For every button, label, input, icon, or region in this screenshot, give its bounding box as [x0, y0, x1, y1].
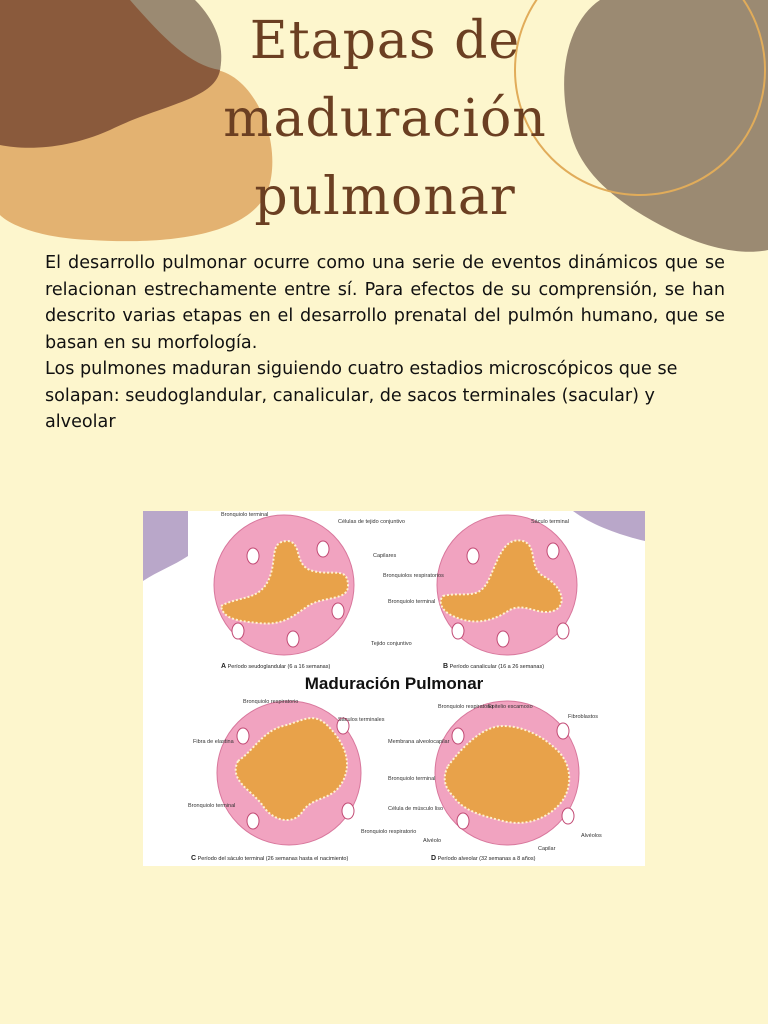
- label-d-membrana-alveolocapilar: Membrana alveolocapilar: [388, 739, 450, 745]
- label-a-bronquiolo-terminal: Bronquiolo terminal: [221, 512, 269, 518]
- caption-a: [221, 663, 330, 670]
- corner-decoration-left: [143, 511, 188, 581]
- caption-d-text: Período alveolar (32 semanas a 8 años): [437, 856, 536, 862]
- caption-b-text: Período canalicular (16 a 26 semanas): [449, 664, 545, 670]
- label-a-capilares: Capilares: [373, 553, 397, 559]
- label-c-bronquiolo-terminal: Bronquiolo terminal: [188, 803, 236, 809]
- caption-a-letter: A: [221, 663, 227, 670]
- label-a-tejido-conjuntivo: Tejido conjuntivo: [371, 641, 412, 647]
- corner-decoration-right: [573, 511, 645, 541]
- paragraph-2: Los pulmones maduran siguiendo cuatro estadios microscópicos que se solapan: seudoglandular, canalicular, de sacos terminales (sacular) y alveolar: [45, 359, 678, 432]
- label-c-saculos-terminales: Sáculos terminales: [338, 717, 385, 723]
- label-d-bronquiolo-terminal: Bronquiolo terminal: [388, 776, 436, 782]
- label-d-fibroblastos: Fibroblastos: [568, 714, 598, 720]
- label-b-saculo-terminal: Sáculo terminal: [531, 519, 569, 525]
- caption-c: [191, 855, 348, 862]
- title-line-2: maduración: [223, 89, 547, 149]
- caption-c-letter: C: [191, 855, 197, 862]
- caption-d-letter: D: [431, 855, 437, 862]
- caption-d: [431, 855, 535, 862]
- label-a-celulas-tejido: Células de tejido conjuntivo: [338, 519, 405, 525]
- label-b-bronquiolos-respiratorios: Bronquiolos respiratorios: [383, 573, 444, 579]
- label-d-epitelio-escamoso: Epitelio escamoso: [488, 704, 533, 710]
- label-c-bronquiolo-respiratorio: Bronquiolo respiratorio: [243, 699, 299, 705]
- panel-d-illustration: [435, 701, 579, 845]
- label-c-bronquiolo-respiratorio-2: Bronquiolo respiratorio: [361, 829, 417, 835]
- panel-b-illustration: [437, 515, 577, 655]
- label-c-fibra-elastina: Fibra de elastina: [193, 739, 234, 745]
- label-d-capilar: Capilar: [538, 846, 556, 852]
- body-text: [45, 250, 725, 436]
- title-line-1: Etapas de: [249, 11, 521, 71]
- title-line-3: pulmonar: [254, 167, 516, 227]
- label-d-bronquiolo-respiratorio: Bronquiolo respiratorio: [438, 704, 494, 710]
- caption-b-letter: B: [443, 663, 449, 670]
- figure-title: Maduración Pulmonar: [304, 674, 484, 693]
- caption-b: [443, 663, 544, 670]
- label-d-celula-musculo-liso: Célula de músculo liso: [388, 806, 444, 812]
- panel-a-illustration: [214, 515, 354, 655]
- caption-c-text: Período del sáculo terminal (26 semanas hasta el nacimiento): [197, 856, 349, 862]
- label-d-alveolos: Alvéolos: [581, 833, 602, 839]
- paragraph-1: El desarrollo pulmonar ocurre como una serie de eventos dinámicos que se relacionan estrechamente entre sí. Para efectos de su comprensión, se han descrito varias etapas en el desarrollo prenatal del pulmón humano, que se basan en su morfología.: [45, 253, 725, 353]
- label-b-bronquiolo-terminal: Bronquiolo terminal: [388, 599, 436, 605]
- lung-maturation-figure: [143, 511, 645, 866]
- page-title: [150, 2, 620, 236]
- label-d-alveolo: Alvéolo: [423, 838, 442, 844]
- caption-a-text: Período seudoglandular (6 a 16 semanas): [227, 664, 331, 670]
